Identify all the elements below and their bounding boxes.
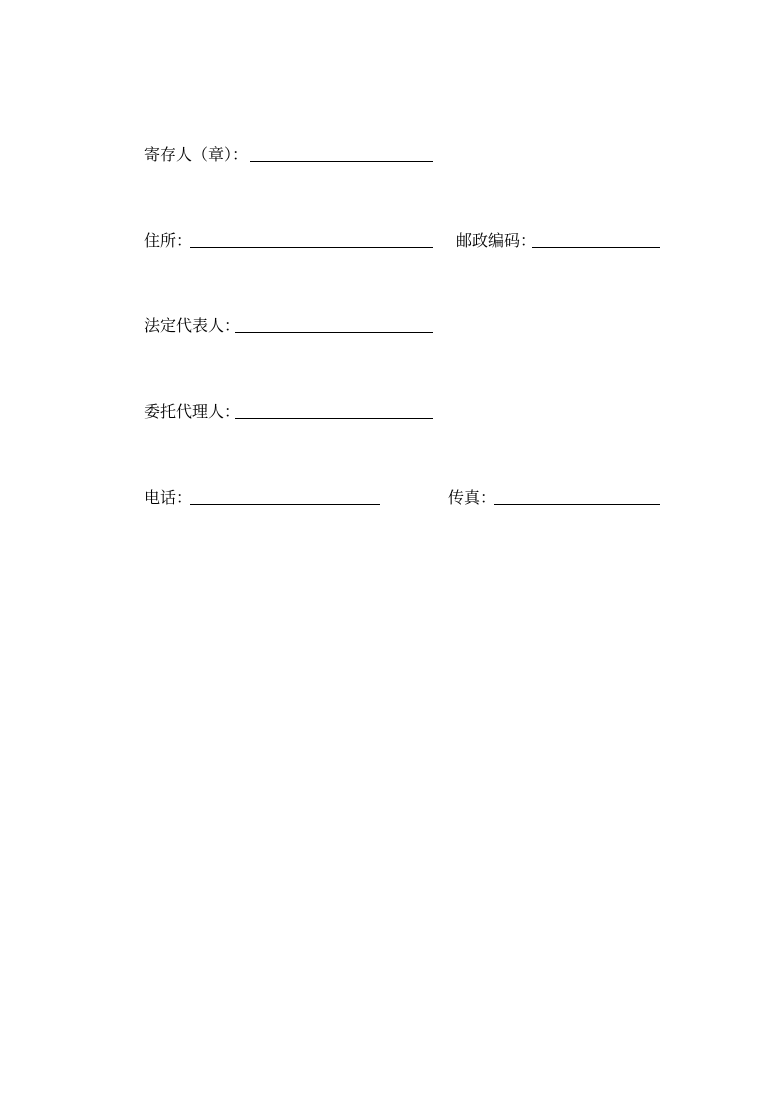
postcode-blank-line[interactable] <box>532 247 660 248</box>
address-blank-line[interactable] <box>190 247 433 248</box>
legal-rep-label: 法定代表人： <box>144 316 241 335</box>
fax-label: 传真： <box>448 488 497 507</box>
legal-rep-blank-line[interactable] <box>235 332 433 333</box>
agent-label: 委托代理人： <box>144 402 241 421</box>
phone-blank-line[interactable] <box>190 504 380 505</box>
phone-label: 电话： <box>144 488 193 507</box>
depositor-blank-line[interactable] <box>250 161 433 162</box>
postcode-label: 邮政编码： <box>456 231 537 250</box>
address-label: 住所： <box>144 231 193 250</box>
depositor-label: 寄存人（章）： <box>144 145 249 164</box>
agent-blank-line[interactable] <box>235 418 433 419</box>
fax-blank-line[interactable] <box>494 504 660 505</box>
